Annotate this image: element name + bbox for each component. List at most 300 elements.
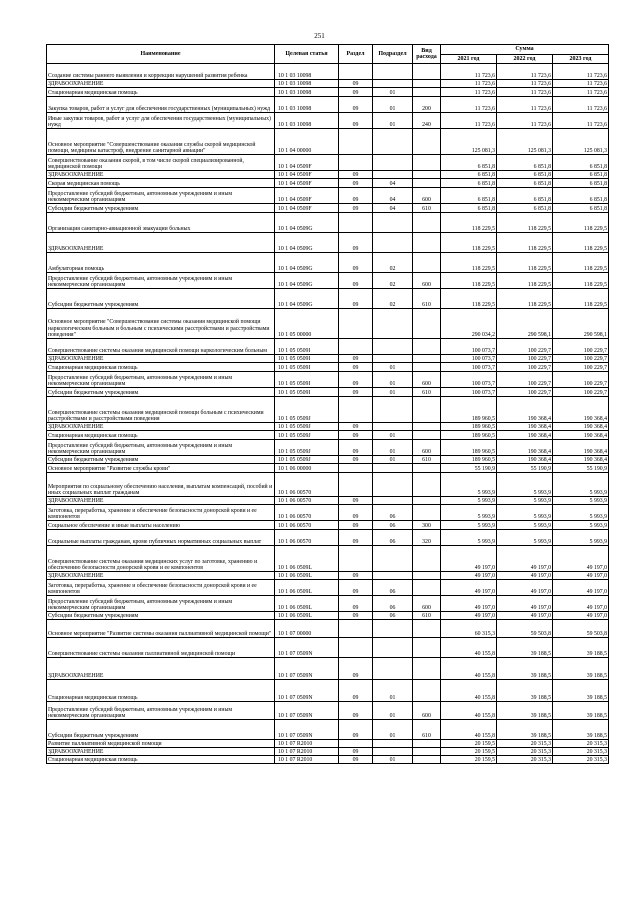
row-sum-2023: 190 368,4 xyxy=(553,397,609,423)
row-target-code: 10 1 07 0509N xyxy=(275,638,339,658)
row-sum-2023: 6 851,8 xyxy=(553,155,609,171)
row-sum-2021: 49 197,0 xyxy=(441,546,497,572)
header-sum: Сумма xyxy=(441,45,609,55)
row-sum-2023: 11 723,6 xyxy=(553,97,609,113)
table-row xyxy=(47,464,609,473)
table-row xyxy=(47,97,609,113)
row-name: Заготовка, переработка, хранение и обеспечение безопасности донорской крови и ее компонентов xyxy=(47,580,275,596)
row-sum-2023: 11 723,6 xyxy=(553,64,609,80)
row-subsection xyxy=(373,339,413,355)
row-target-code: 10 1 04 0509F xyxy=(275,204,339,213)
table-header xyxy=(47,45,609,64)
row-expense-type xyxy=(413,748,441,756)
row-target-code: 10 1 03 10098 xyxy=(275,64,339,80)
row-subsection xyxy=(373,497,413,505)
row-sum-2022: 100 229,7 xyxy=(497,363,553,372)
row-name: Совершенствование оказания скорой, в том числе скорой специализированной, медицинской помощи xyxy=(47,155,275,171)
row-section: 09 xyxy=(339,748,373,756)
row-sum-2023: 118 229,5 xyxy=(553,253,609,273)
row-sum-2021: 11 723,6 xyxy=(441,97,497,113)
row-target-code: 10 1 04 0509G xyxy=(275,289,339,309)
row-target-code: 10 1 07 R2010 xyxy=(275,756,339,764)
row-sum-2023: 125 081,3 xyxy=(553,129,609,155)
row-target-code: 10 1 07 0509N xyxy=(275,720,339,740)
row-sum-2022: 100 229,7 xyxy=(497,355,553,363)
row-subsection xyxy=(373,213,413,233)
row-section xyxy=(339,64,373,80)
row-sum-2022: 20 315,3 xyxy=(497,740,553,748)
row-name: Предоставление субсидий бюджетным, автономным учреждениям и иным некоммерческим организациям xyxy=(47,372,275,388)
row-target-code: 10 1 06 00570 xyxy=(275,505,339,521)
row-sum-2022: 100 229,7 xyxy=(497,372,553,388)
row-target-code: 10 1 04 0509F xyxy=(275,171,339,179)
row-subsection xyxy=(373,572,413,580)
row-target-code: 10 1 03 10098 xyxy=(275,97,339,113)
row-sum-2022: 39 188,5 xyxy=(497,658,553,680)
row-section: 09 xyxy=(339,756,373,764)
row-section: 09 xyxy=(339,702,373,720)
row-section: 09 xyxy=(339,580,373,596)
row-target-code: 10 1 05 00000 xyxy=(275,309,339,339)
row-sum-2022: 49 197,0 xyxy=(497,546,553,572)
table-row xyxy=(47,273,609,289)
row-subsection: 06 xyxy=(373,521,413,530)
row-sum-2023: 20 315,3 xyxy=(553,740,609,748)
row-subsection: 01 xyxy=(373,88,413,97)
table-row xyxy=(47,204,609,213)
row-sum-2021: 6 851,8 xyxy=(441,179,497,188)
row-name: Закупка товаров, работ и услуг для обеспечения государственных (муниципальных) нужд xyxy=(47,97,275,113)
row-subsection: 02 xyxy=(373,273,413,289)
row-name: Предоставление субсидий бюджетным, автономным учреждениям и иным некоммерческим организациям xyxy=(47,702,275,720)
row-section xyxy=(339,740,373,748)
row-target-code: 10 1 05 0509I xyxy=(275,363,339,372)
row-section xyxy=(339,339,373,355)
row-expense-type xyxy=(413,638,441,658)
row-sum-2022: 118 229,5 xyxy=(497,213,553,233)
row-name: ЗДРАВООХРАНЕНИЕ xyxy=(47,233,275,253)
row-name: Амбулаторная помощь xyxy=(47,253,275,273)
row-sum-2023: 39 188,5 xyxy=(553,680,609,702)
row-sum-2021: 20 159,5 xyxy=(441,756,497,764)
row-name: Стационарная медицинская помощь xyxy=(47,756,275,764)
row-sum-2022: 59 503,8 xyxy=(497,620,553,638)
row-name: Иные закупки товаров, работ и услуг для обеспечения государственных (муниципальных) нужд xyxy=(47,113,275,129)
row-target-code: 10 1 07 R2010 xyxy=(275,740,339,748)
row-expense-type xyxy=(413,179,441,188)
row-sum-2023: 100 229,7 xyxy=(553,388,609,397)
row-target-code: 10 1 07 0509N xyxy=(275,658,339,680)
row-sum-2023: 290 598,1 xyxy=(553,309,609,339)
row-sum-2021: 6 851,8 xyxy=(441,204,497,213)
row-expense-type xyxy=(413,253,441,273)
row-sum-2022: 100 229,7 xyxy=(497,339,553,355)
row-sum-2022: 11 723,6 xyxy=(497,88,553,97)
row-subsection xyxy=(373,64,413,80)
table-row xyxy=(47,423,609,431)
row-sum-2023: 11 723,6 xyxy=(553,113,609,129)
row-expense-type xyxy=(413,80,441,88)
row-sum-2023: 118 229,5 xyxy=(553,213,609,233)
row-section xyxy=(339,155,373,171)
row-subsection xyxy=(373,748,413,756)
row-expense-type: 610 xyxy=(413,612,441,620)
row-expense-type xyxy=(413,431,441,440)
table-row xyxy=(47,213,609,233)
row-sum-2021: 5 993,9 xyxy=(441,505,497,521)
row-target-code: 10 1 06 0509L xyxy=(275,546,339,572)
row-sum-2022: 11 723,6 xyxy=(497,80,553,88)
table-row xyxy=(47,638,609,658)
row-sum-2022: 190 368,4 xyxy=(497,440,553,456)
table-row xyxy=(47,521,609,530)
row-name: Организация санитарно-авиационной эвакуации больных xyxy=(47,213,275,233)
row-name: Субсидии бюджетным учреждениям xyxy=(47,720,275,740)
row-section: 09 xyxy=(339,97,373,113)
header-year-2023: 2023 год xyxy=(553,55,609,64)
row-expense-type: 600 xyxy=(413,702,441,720)
row-sum-2022: 49 197,0 xyxy=(497,580,553,596)
row-sum-2023: 55 190,9 xyxy=(553,464,609,473)
row-name: Заготовка, переработка, хранение и обеспечение безопасности донорской крови и ее компонентов xyxy=(47,505,275,521)
row-target-code: 10 1 07 0509N xyxy=(275,702,339,720)
row-sum-2022: 11 723,6 xyxy=(497,97,553,113)
table-row xyxy=(47,179,609,188)
row-sum-2023: 118 229,5 xyxy=(553,289,609,309)
row-sum-2021: 100 073,7 xyxy=(441,388,497,397)
row-section: 09 xyxy=(339,171,373,179)
row-name: ЗДРАВООХРАНЕНИЕ xyxy=(47,658,275,680)
row-sum-2023: 39 188,5 xyxy=(553,638,609,658)
table-row xyxy=(47,188,609,204)
row-sum-2022: 118 229,5 xyxy=(497,273,553,289)
row-section xyxy=(339,309,373,339)
table-row xyxy=(47,80,609,88)
row-sum-2023: 5 993,9 xyxy=(553,497,609,505)
row-sum-2021: 118 229,5 xyxy=(441,253,497,273)
row-name: Предоставление субсидий бюджетным, автономным учреждениям и иным некоммерческим организациям xyxy=(47,440,275,456)
row-target-code: 10 1 05 0509J xyxy=(275,456,339,464)
table-row xyxy=(47,388,609,397)
row-subsection: 01 xyxy=(373,388,413,397)
row-sum-2023: 11 723,6 xyxy=(553,88,609,97)
table-row xyxy=(47,113,609,129)
row-expense-type xyxy=(413,740,441,748)
row-sum-2021: 6 851,8 xyxy=(441,188,497,204)
row-subsection: 01 xyxy=(373,97,413,113)
row-sum-2021: 20 159,5 xyxy=(441,748,497,756)
row-sum-2022: 49 197,0 xyxy=(497,596,553,612)
row-sum-2023: 49 197,0 xyxy=(553,572,609,580)
table-row xyxy=(47,473,609,497)
row-section: 09 xyxy=(339,680,373,702)
row-subsection xyxy=(373,546,413,572)
row-expense-type xyxy=(413,171,441,179)
row-name: Совершенствование системы оказания медицинской помощи наркологическим больным xyxy=(47,339,275,355)
row-target-code: 10 1 06 0509L xyxy=(275,596,339,612)
row-sum-2021: 5 993,9 xyxy=(441,473,497,497)
row-sum-2021: 290 034,2 xyxy=(441,309,497,339)
row-sum-2022: 190 368,4 xyxy=(497,423,553,431)
row-name: Предоставление субсидий бюджетным, автономным учреждениям и иным некоммерческим организациям xyxy=(47,596,275,612)
header-target: Целевая статья xyxy=(275,45,339,64)
row-sum-2021: 118 229,5 xyxy=(441,213,497,233)
row-subsection xyxy=(373,233,413,253)
row-section: 09 xyxy=(339,273,373,289)
row-target-code: 10 1 06 0509L xyxy=(275,580,339,596)
row-subsection: 06 xyxy=(373,612,413,620)
table-row xyxy=(47,155,609,171)
row-sum-2023: 39 188,5 xyxy=(553,658,609,680)
row-section xyxy=(339,464,373,473)
row-section: 09 xyxy=(339,456,373,464)
row-target-code: 10 1 06 00570 xyxy=(275,473,339,497)
row-section: 09 xyxy=(339,505,373,521)
row-sum-2021: 11 723,6 xyxy=(441,80,497,88)
row-target-code: 10 1 05 0509I xyxy=(275,388,339,397)
row-subsection: 01 xyxy=(373,113,413,129)
row-sum-2022: 290 598,1 xyxy=(497,309,553,339)
table-row xyxy=(47,339,609,355)
row-expense-type xyxy=(413,88,441,97)
row-sum-2023: 100 229,7 xyxy=(553,355,609,363)
row-sum-2022: 11 723,6 xyxy=(497,113,553,129)
row-sum-2022: 39 188,5 xyxy=(497,680,553,702)
table-row xyxy=(47,720,609,740)
row-sum-2021: 40 155,8 xyxy=(441,720,497,740)
header-year-2022: 2022 год xyxy=(497,55,553,64)
row-sum-2023: 5 993,9 xyxy=(553,530,609,546)
row-section: 09 xyxy=(339,233,373,253)
row-sum-2021: 189 960,5 xyxy=(441,440,497,456)
row-expense-type: 240 xyxy=(413,113,441,129)
row-sum-2022: 6 851,8 xyxy=(497,188,553,204)
row-sum-2021: 5 993,9 xyxy=(441,530,497,546)
row-sum-2021: 5 993,9 xyxy=(441,521,497,530)
row-expense-type: 600 xyxy=(413,596,441,612)
table-row xyxy=(47,431,609,440)
row-sum-2021: 118 229,5 xyxy=(441,289,497,309)
row-sum-2021: 100 073,7 xyxy=(441,363,497,372)
row-expense-type: 610 xyxy=(413,388,441,397)
row-subsection xyxy=(373,473,413,497)
row-expense-type xyxy=(413,309,441,339)
row-subsection: 06 xyxy=(373,530,413,546)
row-section: 09 xyxy=(339,596,373,612)
row-sum-2023: 59 503,8 xyxy=(553,620,609,638)
row-target-code: 10 1 06 00570 xyxy=(275,530,339,546)
row-sum-2021: 11 723,6 xyxy=(441,64,497,80)
row-sum-2022: 6 851,8 xyxy=(497,171,553,179)
row-sum-2021: 49 197,0 xyxy=(441,572,497,580)
row-name: Основное мероприятие "Совершенствование системы оказания медицинской помощи наркологическим больным и больным с психическими расстройствами и расстройствами поведения" xyxy=(47,309,275,339)
row-expense-type xyxy=(413,363,441,372)
table-row xyxy=(47,309,609,339)
row-target-code: 10 1 04 0509G xyxy=(275,213,339,233)
header-year-2021: 2021 год xyxy=(441,55,497,64)
row-section xyxy=(339,213,373,233)
row-expense-type xyxy=(413,620,441,638)
row-sum-2022: 118 229,5 xyxy=(497,289,553,309)
row-expense-type xyxy=(413,355,441,363)
row-sum-2023: 6 851,8 xyxy=(553,171,609,179)
row-name: ЗДРАВООХРАНЕНИЕ xyxy=(47,748,275,756)
row-expense-type: 300 xyxy=(413,521,441,530)
row-subsection: 01 xyxy=(373,440,413,456)
row-section: 09 xyxy=(339,372,373,388)
row-sum-2021: 40 155,8 xyxy=(441,638,497,658)
row-sum-2022: 6 851,8 xyxy=(497,204,553,213)
row-sum-2022: 6 851,8 xyxy=(497,179,553,188)
row-subsection: 02 xyxy=(373,253,413,273)
row-name: Предоставление субсидий бюджетным, автономным учреждениям и иным некоммерческим организациям xyxy=(47,273,275,289)
row-section: 09 xyxy=(339,440,373,456)
row-sum-2021: 118 229,5 xyxy=(441,273,497,289)
row-target-code: 10 1 04 0509G xyxy=(275,253,339,273)
table-row xyxy=(47,363,609,372)
table-row xyxy=(47,397,609,423)
row-section: 09 xyxy=(339,355,373,363)
row-name: Субсидии бюджетным учреждениям xyxy=(47,289,275,309)
row-sum-2022: 5 993,9 xyxy=(497,473,553,497)
row-sum-2021: 189 960,5 xyxy=(441,431,497,440)
row-name: Социальные выплаты гражданам, кроме публичных нормативных социальных выплат xyxy=(47,530,275,546)
row-expense-type: 320 xyxy=(413,530,441,546)
row-sum-2022: 20 315,3 xyxy=(497,748,553,756)
row-name: Стационарная медицинская помощь xyxy=(47,363,275,372)
row-name: Скорая медицинская помощь xyxy=(47,179,275,188)
row-name: ЗДРАВООХРАНЕНИЕ xyxy=(47,171,275,179)
row-target-code: 10 1 05 0509I xyxy=(275,355,339,363)
row-sum-2021: 55 190,9 xyxy=(441,464,497,473)
row-target-code: 10 1 04 0509G xyxy=(275,273,339,289)
row-target-code: 10 1 04 0509F xyxy=(275,155,339,171)
row-target-code: 10 1 07 R2010 xyxy=(275,748,339,756)
table-row xyxy=(47,530,609,546)
header-subsection: Подраздел xyxy=(373,45,413,64)
row-expense-type xyxy=(413,473,441,497)
row-sum-2022: 118 229,5 xyxy=(497,253,553,273)
row-subsection xyxy=(373,171,413,179)
row-section: 09 xyxy=(339,363,373,372)
row-sum-2021: 60 315,3 xyxy=(441,620,497,638)
row-subsection xyxy=(373,620,413,638)
table-row xyxy=(47,88,609,97)
row-subsection: 04 xyxy=(373,179,413,188)
row-subsection xyxy=(373,397,413,423)
row-subsection xyxy=(373,155,413,171)
table-row xyxy=(47,620,609,638)
row-sum-2021: 40 155,8 xyxy=(441,658,497,680)
row-sum-2023: 39 188,5 xyxy=(553,702,609,720)
row-expense-type: 600 xyxy=(413,440,441,456)
row-section xyxy=(339,397,373,423)
row-subsection: 04 xyxy=(373,204,413,213)
row-subsection: 01 xyxy=(373,372,413,388)
row-sum-2023: 20 315,3 xyxy=(553,748,609,756)
row-name: Совершенствование системы оказания медицинской помощи больным с психическими расстройствами и расстройствами поведения xyxy=(47,397,275,423)
table-row xyxy=(47,702,609,720)
row-expense-type xyxy=(413,233,441,253)
row-sum-2022: 49 197,0 xyxy=(497,612,553,620)
row-name: ЗДРАВООХРАНЕНИЕ xyxy=(47,80,275,88)
row-sum-2021: 40 155,8 xyxy=(441,680,497,702)
row-section: 09 xyxy=(339,388,373,397)
row-sum-2022: 20 315,3 xyxy=(497,756,553,764)
table-row xyxy=(47,740,609,748)
row-target-code: 10 1 07 00000 xyxy=(275,620,339,638)
row-name: Стационарная медицинская помощь xyxy=(47,680,275,702)
table-row xyxy=(47,612,609,620)
row-subsection: 04 xyxy=(373,188,413,204)
row-name: Предоставление субсидий бюджетным, автономным учреждениям и иным некоммерческим организациям xyxy=(47,188,275,204)
row-section: 09 xyxy=(339,658,373,680)
row-sum-2023: 5 993,9 xyxy=(553,473,609,497)
table-row xyxy=(47,748,609,756)
row-sum-2023: 49 197,0 xyxy=(553,580,609,596)
row-expense-type xyxy=(413,658,441,680)
row-sum-2023: 5 993,9 xyxy=(553,505,609,521)
row-name: Основное мероприятие "Совершенствование оказания службы скорой медицинской помощи, медицины катастроф, внедрение санитарной авиации" xyxy=(47,129,275,155)
row-sum-2021: 125 081,3 xyxy=(441,129,497,155)
table-row xyxy=(47,64,609,80)
row-sum-2023: 11 723,6 xyxy=(553,80,609,88)
header-expense-type: Вид расхода xyxy=(413,45,441,64)
row-section: 09 xyxy=(339,612,373,620)
row-subsection: 01 xyxy=(373,456,413,464)
row-sum-2021: 6 851,8 xyxy=(441,171,497,179)
table-row xyxy=(47,440,609,456)
row-sum-2023: 118 229,5 xyxy=(553,273,609,289)
row-name: Субсидии бюджетным учреждениям xyxy=(47,204,275,213)
row-sum-2021: 189 960,5 xyxy=(441,423,497,431)
row-sum-2023: 6 851,8 xyxy=(553,188,609,204)
row-expense-type: 600 xyxy=(413,273,441,289)
row-sum-2023: 5 993,9 xyxy=(553,521,609,530)
row-expense-type xyxy=(413,213,441,233)
row-target-code: 10 1 05 0509I xyxy=(275,372,339,388)
row-target-code: 10 1 07 0509N xyxy=(275,680,339,702)
row-section xyxy=(339,473,373,497)
table-row xyxy=(47,129,609,155)
row-sum-2021: 11 723,6 xyxy=(441,88,497,97)
row-sum-2023: 190 368,4 xyxy=(553,431,609,440)
row-sum-2021: 49 197,0 xyxy=(441,596,497,612)
table-row xyxy=(47,289,609,309)
header-name: Наименование xyxy=(47,45,275,64)
row-expense-type: 200 xyxy=(413,97,441,113)
row-section: 09 xyxy=(339,521,373,530)
row-target-code: 10 1 06 0509L xyxy=(275,572,339,580)
table-row xyxy=(47,355,609,363)
table-row xyxy=(47,580,609,596)
table-row xyxy=(47,171,609,179)
row-name: Совершенствование системы оказания паллиативной медицинской помощи xyxy=(47,638,275,658)
row-sum-2023: 100 229,7 xyxy=(553,339,609,355)
row-section: 09 xyxy=(339,188,373,204)
row-section: 09 xyxy=(339,423,373,431)
row-expense-type: 600 xyxy=(413,188,441,204)
row-sum-2021: 100 073,7 xyxy=(441,372,497,388)
row-sum-2021: 118 229,5 xyxy=(441,233,497,253)
row-name: Стационарная медицинская помощь xyxy=(47,88,275,97)
row-expense-type xyxy=(413,397,441,423)
row-target-code: 10 1 03 10098 xyxy=(275,113,339,129)
table-row xyxy=(47,497,609,505)
row-sum-2022: 5 993,9 xyxy=(497,505,553,521)
row-target-code: 10 1 05 0509I xyxy=(275,339,339,355)
row-subsection: 01 xyxy=(373,702,413,720)
